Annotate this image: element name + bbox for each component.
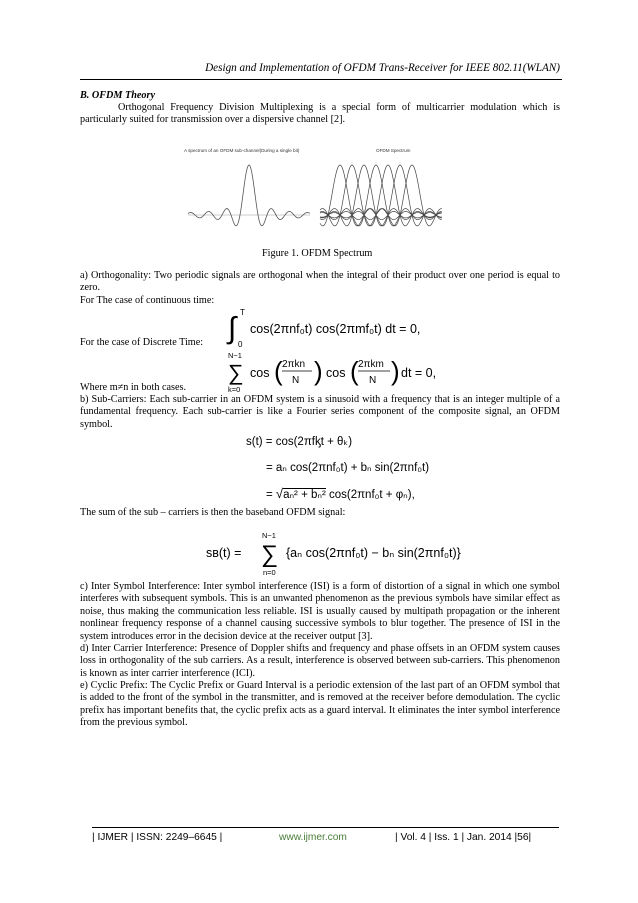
continuous-time-label: For The case of continuous time: [80, 295, 215, 306]
isi-paragraph: c) Inter Symbol Interference: Inter symbol interference (ISI) is a form of distortion of a signal in which one symbol interferes with subsequent symbols. This is an unwanted phenomenon as the previous symbols have similar effect as noise, thus making the communication less reliable. ISI is usually caused by multipath propagation or the inherent nonlinear frequency response of a channel causing successive symbols to blur together. The presence of ISI in the system introduces error in the decision device at the receiver output [3]. [80, 581, 560, 642]
signal-equation-line1: s(t) = cos(2πfᶄt + θₖ) [246, 436, 353, 448]
section-heading: B. OFDM Theory [80, 90, 155, 101]
signal-equation-line3 [266, 486, 415, 501]
sqrt-radicand: aₙ² + bₙ² [283, 489, 326, 501]
header-rule [80, 79, 562, 80]
fraction1-denominator: N [292, 375, 300, 386]
baseband-sum-text: The sum of the sub – carriers is then the baseband OFDM signal: [80, 507, 346, 518]
sb-lhs: sʙ(t) = [206, 546, 242, 560]
sb-summation-sign: ∑ [261, 541, 279, 568]
intro-paragraph: Orthogonal Frequency Division Multiplexing is a special form of multicarrier modulation which is particularly suited for transmission over a dispersive channel [2]. [80, 102, 560, 126]
running-header: Design and Implementation of OFDM Trans-Receiver for IEEE 802.11(WLAN) [205, 62, 560, 74]
sqrt-sign: √ [275, 486, 284, 501]
subcarrier-curve-6 [320, 165, 442, 226]
sb-upper-limit: N−1 [262, 531, 276, 540]
orthogonality-paragraph: a) Orthogonality: Two periodic signals are orthogonal when the integral of their product over one period is equal to zero. [80, 270, 560, 294]
integral-lower-limit: 0 [238, 340, 243, 348]
sb-body: {aₙ cos(2πnf₀t) − bₙ sin(2πnf₀t)} [286, 546, 461, 560]
integral-upper-limit: T [240, 308, 245, 317]
footer-volume: | Vol. 4 | Iss. 1 | Jan. 2014 |56| [395, 832, 532, 843]
figure-caption: Figure 1. OFDM Spectrum [262, 248, 373, 259]
paren-left: ( [274, 356, 283, 386]
left-subplot-title: A spectrum of an OFDM sub-channel(During a single bit) [184, 148, 300, 153]
fraction2-denominator: N [369, 375, 377, 386]
subcarriers-paragraph: b) Sub-Carriers: Each sub-carrier in an OFDM system is a sinusoid with a frequency that is an integer multiple of a fundamental frequency. Each sub-carrier is like a Fourier series component of the composite signal, an OFDM symbol. [80, 394, 560, 430]
page-footer [92, 827, 559, 846]
continuous-orthogonality-equation [226, 306, 446, 348]
discrete-time-label: For the case of Discrete Time: [80, 337, 204, 348]
line3-equals: = [266, 489, 276, 501]
discrete-tail: dt = 0, [401, 366, 437, 380]
cos-term-2: cos [326, 366, 346, 380]
overlapping-subcarriers [320, 165, 442, 226]
cyclic-prefix-paragraph: e) Cyclic Prefix: The Cyclic Prefix or Guard Interval is a periodic extension of the last part of an OFDM symbol that is added to the front of the symbol in the transmitter, and is removed at the receiver before demodulation. The cyclic prefix has important benefits that, the cyclic prefix acts as a guard interval. It eliminates the inter symbol interference from the previous symbol. [80, 680, 560, 729]
sb-lower-limit: n=0 [263, 568, 276, 577]
sum-lower-limit: k=0 [228, 385, 241, 394]
ici-paragraph: d) Inter Carrier Interference: Presence of Doppler shifts and frequency and phase offsets in an OFDM system causes loss in orthogonality of the sub carriers. As a result, interference is observed between sub-carriers. This phenomenon is known as inter carrier interference (ICI). [80, 643, 560, 679]
right-subplot-title: OFDM Spectrum [376, 148, 411, 153]
footer-website: www.ijmer.com [279, 832, 347, 843]
cos-term-1: cos [250, 366, 270, 380]
footer-journal: | IJMER | ISSN: 2249–6645 | [92, 832, 223, 843]
ofdm-spectrum-figure [180, 140, 480, 240]
signal-equation-line2: = aₙ cos(2πnf₀t) + bₙ sin(2πnf₀t) [266, 462, 430, 474]
spectrum-plots [180, 155, 480, 237]
line3-cos: cos(2πnf₀t + φₙ), [329, 489, 415, 501]
sum-upper-limit: N−1 [228, 351, 242, 360]
fraction2-numerator: 2πkm [358, 359, 384, 370]
discrete-orthogonality-equation [226, 350, 446, 394]
svg-text:): ) [391, 356, 400, 386]
summation-sign: ∑ [228, 360, 244, 385]
svg-text:(: ( [350, 356, 359, 386]
integral-sign: ∫ [228, 312, 237, 345]
fraction1-numerator: 2πkn [282, 359, 306, 370]
continuous-integrand: cos(2πnf₀t) cos(2πmf₀t) dt = 0, [250, 322, 421, 336]
paren-right: ) [314, 356, 323, 386]
single-subchannel-sinc [188, 165, 310, 226]
where-text: Where m≠n in both cases. [80, 382, 187, 393]
baseband-signal-equation [206, 528, 476, 578]
